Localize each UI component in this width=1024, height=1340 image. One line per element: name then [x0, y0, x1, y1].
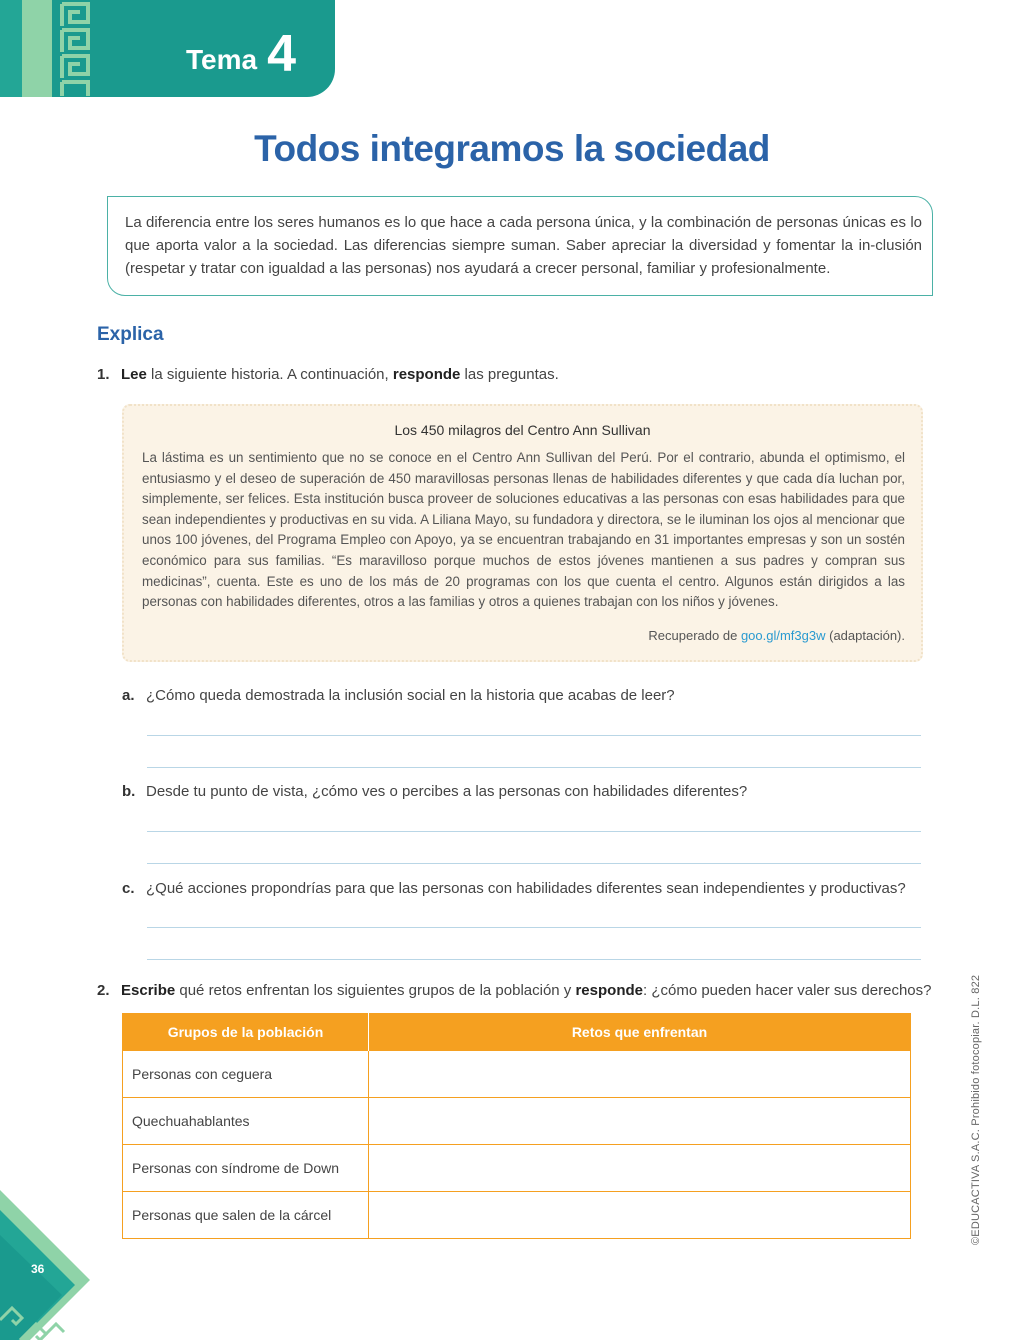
table-row — [123, 1098, 911, 1145]
instruction-1 — [97, 366, 559, 383]
copyright-notice — [970, 974, 996, 1245]
story-text: La lástima es un sentimiento que no se conoce en el Centro Ann Sullivan del Perú. Por el contrario, abunda el optimismo, el entusiasmo y el deseo de superación de 450 maravillosas personas llenas de habilidades diferentes y que cada día luchan por, simplemente, ser felices. Esta institución busca proveer de soluciones educativas a las personas con esas habilidades para que sean independientes y productivas en su vida. A Liliana Mayo, su fundadora y directora, se le iluminan los ojos al mencionar que unos 100 jóvenes, del Programa Empleo con Apoyo, ya se encuentran trabajando en 31 importantes empresas y son un sostén económico para sus familias. “Es maravilloso porque muchos de estos jóvenes mantienen a sus padres y compran sus medicinas”, cuenta. Este es uno de los más de 20 programas con los que cuenta el centro. Algunos están dirigidos a las personas con habilidades diferentes, otros a las familias y otros a quienes trabajan con los niños y jóvenes. — [142, 450, 905, 610]
greek-key-decoration-icon — [0, 0, 100, 97]
question-b — [122, 783, 747, 800]
question-c — [122, 880, 906, 897]
source-prefix: Recuperado de — [648, 628, 741, 643]
source-suffix: (adaptación). — [825, 628, 905, 643]
answer-line[interactable] — [147, 959, 921, 960]
challenge-cell[interactable] — [369, 1051, 911, 1098]
answer-line[interactable] — [147, 927, 921, 928]
story-box — [122, 404, 923, 662]
question-letter: c. — [122, 880, 135, 897]
instruction-2 — [97, 982, 931, 999]
instruction-text: qué retos enfrentan los siguientes grupos de la población y — [175, 982, 576, 999]
answer-line[interactable] — [147, 831, 921, 832]
challenge-cell[interactable] — [369, 1098, 911, 1145]
question-text: ¿Qué acciones propondrías para que las personas con habilidades diferentes sean independientes y productivas? — [146, 880, 906, 897]
tema-number: 4 — [267, 25, 296, 83]
corner-decoration-icon — [0, 1190, 90, 1340]
group-cell: Personas con síndrome de Down — [123, 1145, 369, 1192]
instruction-text: las preguntas. — [460, 366, 559, 383]
tema-banner — [0, 0, 335, 97]
page-number: 36 — [31, 1262, 45, 1276]
group-cell: Personas con ceguera — [123, 1051, 369, 1098]
question-text: Desde tu punto de vista, ¿cómo ves o percibes a las personas con habilidades diferentes? — [146, 783, 748, 800]
challenge-cell[interactable] — [369, 1145, 911, 1192]
story-title: Los 450 milagros del Centro Ann Sullivan — [394, 422, 651, 438]
table-header: Retos que enfrentan — [369, 1014, 911, 1051]
tema-label — [186, 25, 296, 83]
question-text: ¿Cómo queda demostrada la inclusión social en la historia que acabas de leer? — [146, 687, 675, 704]
section-heading: Explica — [97, 324, 164, 345]
intro-box — [107, 196, 933, 296]
answer-line[interactable] — [147, 863, 921, 864]
answer-line[interactable] — [147, 767, 921, 768]
page-title: Todos integramos la sociedad — [254, 128, 770, 169]
instruction-verb: responde — [575, 982, 643, 999]
answer-line[interactable] — [147, 735, 921, 736]
instruction-text: : ¿cómo pueden hacer valer sus derechos? — [642, 982, 932, 999]
groups-table — [122, 1013, 911, 1239]
instruction-text: la siguiente historia. A continuación, — [146, 366, 393, 383]
table-header-row — [123, 1014, 911, 1051]
question-a — [122, 687, 675, 704]
instruction-verb: Lee — [121, 366, 147, 383]
instruction-verb: responde — [392, 366, 461, 383]
question-letter: b. — [122, 783, 136, 800]
instruction-verb: Escribe — [121, 982, 176, 999]
story-source — [648, 628, 905, 643]
source-link[interactable]: goo.gl/mf3g3w — [740, 628, 826, 643]
instruction-number: 1. — [97, 366, 110, 383]
group-cell: Quechuahablantes — [123, 1098, 369, 1145]
group-cell: Personas que salen de la cárcel — [123, 1192, 369, 1239]
table-row — [123, 1051, 911, 1098]
question-letter: a. — [122, 687, 135, 704]
table-header: Grupos de la población — [123, 1014, 369, 1051]
copyright-text: ©EDUCACTIVA S.A.C. Prohibido fotocopiar. D.L. 822 — [970, 974, 982, 1245]
table-row — [123, 1192, 911, 1239]
table-row — [123, 1145, 911, 1192]
intro-text: La diferencia entre los seres humanos es lo que hace a cada persona única, y la combinación de personas únicas es lo que aporta valor a la sociedad. Las diferencias siempre suman. Saber apreciar la diversidad y fomentar la in-clusión (respetar y tratar con igualdad a las personas) nos ayudará a crecer personal, familiar y profesionalmente. — [125, 214, 922, 277]
tema-word: Tema — [186, 44, 258, 75]
instruction-number: 2. — [97, 982, 110, 999]
challenge-cell[interactable] — [369, 1192, 911, 1239]
